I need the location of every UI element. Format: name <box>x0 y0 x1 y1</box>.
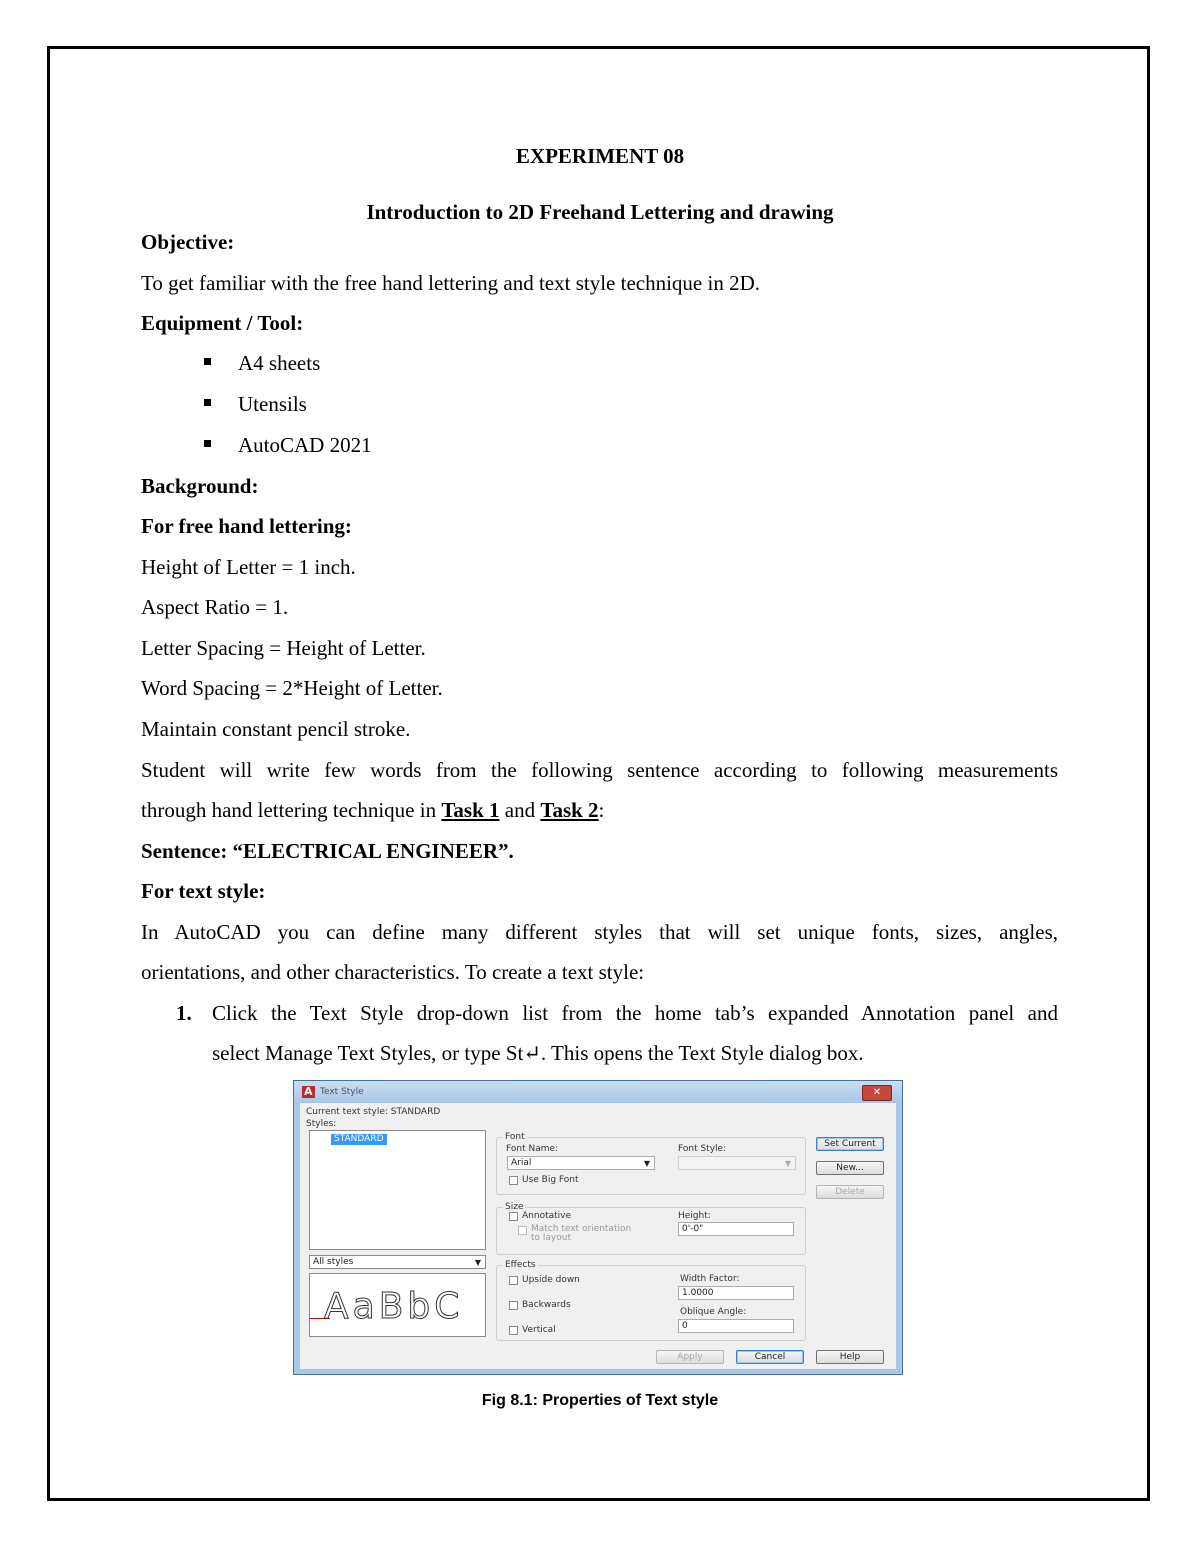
annotative-checkbox[interactable] <box>509 1212 518 1221</box>
preview-text: AaBbC <box>324 1286 464 1327</box>
page-title: EXPERIMENT 08 <box>515 144 685 168</box>
rule-line: Word Spacing = 2*Height of Letter. <box>141 676 443 700</box>
step-number: 1. <box>176 1001 192 1025</box>
textstyle-heading: For text style: <box>141 879 266 903</box>
chevron-down-icon: ▼ <box>784 1159 791 1168</box>
preview-pane <box>309 1273 486 1337</box>
figure-caption: Fig 8.1: Properties of Text style <box>481 1392 719 1409</box>
bullet-icon <box>204 399 211 406</box>
match-orientation-label: Match text orientation to layout <box>531 1224 632 1243</box>
set-current-button[interactable]: Set Current <box>816 1137 884 1151</box>
font-name-dropdown[interactable] <box>507 1156 655 1170</box>
dialog-client <box>300 1103 896 1369</box>
backwards-checkbox[interactable] <box>509 1301 518 1310</box>
rule-line: Aspect Ratio = 1. <box>141 595 289 619</box>
font-name-value: Arial <box>511 1158 532 1168</box>
dialog-title: Text Style <box>320 1087 364 1097</box>
student-instruction-colon: : <box>598 798 605 822</box>
freehand-heading: For free hand lettering: <box>141 514 352 538</box>
objective-text: To get familiar with the free hand lettering and text style technique in 2D. <box>141 271 760 295</box>
use-big-font-label: Use Big Font <box>522 1175 579 1185</box>
student-instruction-text: through hand lettering technique in <box>141 798 442 822</box>
oblique-angle-label: Oblique Angle: <box>680 1307 747 1317</box>
new-style-button[interactable]: New... <box>816 1161 884 1175</box>
text-style-dialog <box>293 1080 903 1375</box>
height-input[interactable]: 0'-0" <box>678 1222 794 1236</box>
backwards-label: Backwards <box>522 1300 571 1310</box>
objective-heading: Objective: <box>141 230 235 254</box>
student-instruction-line1: Student will write few words from the following sentence according to following measurements <box>141 758 1058 782</box>
styles-label: Styles: <box>306 1119 337 1129</box>
equipment-heading: Equipment / Tool: <box>141 311 304 335</box>
step-line2: select Manage Text Styles, or type St↵. This opens the Text Style dialog box. <box>212 1041 864 1065</box>
vertical-label: Vertical <box>522 1325 556 1335</box>
textstyle-line1: In AutoCAD you can define many different styles that will set unique fonts, sizes, angles, <box>141 920 1058 944</box>
chevron-down-icon: ▼ <box>474 1258 481 1267</box>
vertical-checkbox[interactable] <box>509 1326 518 1335</box>
rule-line: Maintain constant pencil stroke. <box>141 717 411 741</box>
current-style-label: Current text style: STANDARD <box>306 1107 441 1117</box>
page-subtitle: Introduction to 2D Freehand Lettering and drawing <box>366 200 834 224</box>
task2-ref: Task 2 <box>540 798 599 822</box>
bullet-icon <box>204 358 211 365</box>
use-big-font-checkbox[interactable] <box>509 1176 518 1185</box>
student-instruction-line2 <box>141 798 604 823</box>
step-line1: Click the Text Style drop-down list from the home tab’s expanded Annotation panel and <box>212 1001 1058 1025</box>
bullet-icon <box>204 440 211 447</box>
height-label: Height: <box>678 1211 711 1221</box>
dialog-titlebar <box>294 1081 902 1103</box>
oblique-angle-input[interactable]: 0 <box>678 1319 794 1333</box>
delete-style-button[interactable]: Delete <box>816 1185 884 1199</box>
task1-ref: Task 1 <box>441 798 500 822</box>
font-group-label: Font <box>505 1132 525 1142</box>
chevron-down-icon: ▼ <box>643 1159 650 1168</box>
annotative-label: Annotative <box>522 1211 572 1221</box>
styles-filter-value: All styles <box>313 1257 354 1267</box>
equipment-item: A4 sheets <box>238 351 321 375</box>
rule-line: Height of Letter = 1 inch. <box>141 555 356 579</box>
apply-button[interactable]: Apply <box>656 1350 724 1364</box>
font-name-label: Font Name: <box>506 1144 559 1154</box>
textstyle-line2: orientations, and other characteristics. To create a text style: <box>141 960 645 984</box>
size-group-label: Size <box>505 1202 524 1212</box>
help-button[interactable]: Help <box>816 1350 884 1364</box>
effects-group-label: Effects <box>505 1260 536 1270</box>
style-list-item[interactable]: STANDARD <box>331 1134 387 1145</box>
styles-filter-dropdown[interactable] <box>309 1255 486 1269</box>
match-orientation-checkbox[interactable] <box>518 1226 527 1235</box>
width-factor-label: Width Factor: <box>680 1274 740 1284</box>
student-instruction-and: and <box>499 798 541 822</box>
styles-list[interactable] <box>309 1130 486 1250</box>
cancel-button[interactable]: Cancel <box>736 1350 804 1364</box>
upside-down-label: Upside down <box>522 1275 580 1285</box>
autocad-logo-icon: A <box>302 1086 315 1098</box>
equipment-item: Utensils <box>238 392 307 416</box>
font-style-dropdown[interactable] <box>678 1156 796 1170</box>
equipment-item: AutoCAD 2021 <box>238 433 372 457</box>
font-style-label: Font Style: <box>678 1144 727 1154</box>
upside-down-checkbox[interactable] <box>509 1276 518 1285</box>
sentence-line: Sentence: “ELECTRICAL ENGINEER”. <box>141 839 514 863</box>
background-heading: Background: <box>141 474 259 498</box>
close-button[interactable]: ✕ <box>862 1085 892 1101</box>
width-factor-input[interactable]: 1.0000 <box>678 1286 794 1300</box>
rule-line: Letter Spacing = Height of Letter. <box>141 636 426 660</box>
